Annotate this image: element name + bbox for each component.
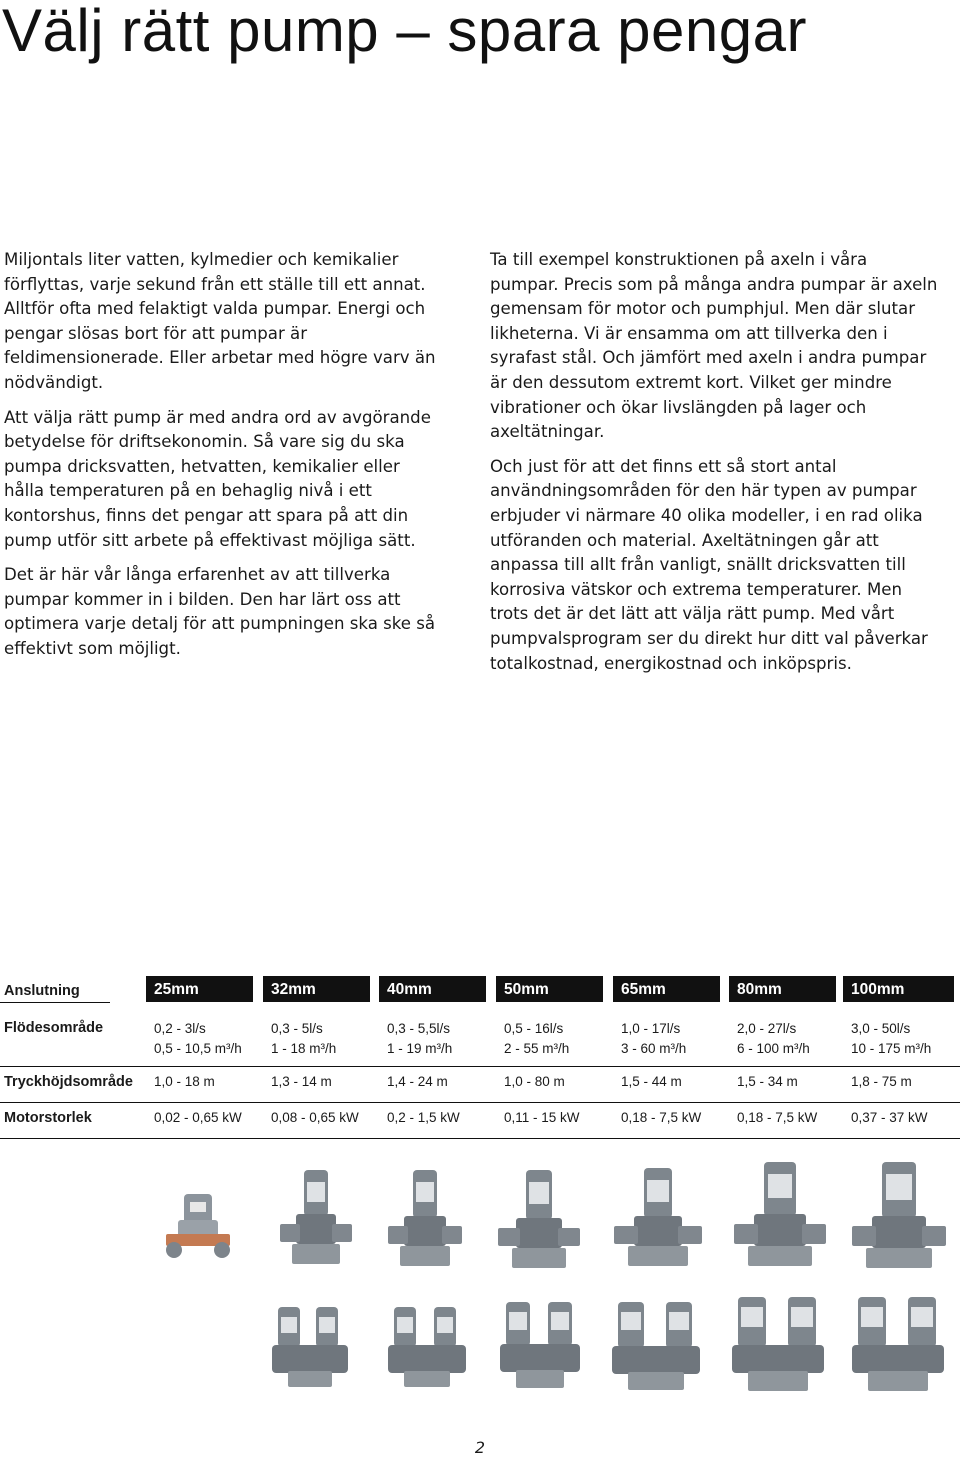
table-row-flow (0, 1016, 960, 1064)
size-header-80: 80mm (729, 976, 836, 1002)
pump-image (848, 1160, 950, 1274)
flow-m3h-value: 10 - 175 m³/h (851, 1041, 932, 1056)
size-header-50: 50mm (496, 976, 603, 1002)
head-cell: 1,0 - 80 m (504, 1074, 565, 1089)
head-cell: 1,5 - 44 m (621, 1074, 682, 1089)
pump-image (160, 1190, 236, 1268)
size-header-40: 40mm (379, 976, 486, 1002)
row-divider (0, 1066, 960, 1067)
flow-m3h-value: 2 - 55 m³/h (504, 1041, 570, 1056)
row-label-head: Tryckhöjdsområde (4, 1074, 133, 1090)
flow-ls-value: 3,0 - 50l/s (851, 1021, 911, 1036)
row-label-motor: Motorstorlek (4, 1110, 92, 1126)
head-cell: 1,8 - 75 m (851, 1074, 912, 1089)
flow-ls-value: 0,2 - 3l/s (154, 1021, 206, 1036)
flow-m3h-value: 1 - 19 m³/h (387, 1041, 453, 1056)
flow-ls-value: 0,5 - 16l/s (504, 1021, 564, 1036)
flow-cell (154, 1019, 242, 1059)
size-header-32: 32mm (263, 976, 370, 1002)
size-header-100: 100mm (843, 976, 954, 1002)
page-number: 2 (474, 1438, 486, 1457)
motor-cell: 0,11 - 15 kW (504, 1110, 580, 1125)
flow-m3h-value: 0,5 - 10,5 m³/h (154, 1041, 242, 1056)
flow-cell (851, 1019, 931, 1059)
flow-ls-value: 0,3 - 5l/s (271, 1021, 323, 1036)
row-label-connection: Anslutning (4, 983, 80, 999)
head-cell: 1,5 - 34 m (737, 1074, 798, 1089)
flow-cell (621, 1019, 686, 1059)
twin-pump-image (606, 1300, 706, 1394)
motor-cell: 0,18 - 7,5 kW (737, 1110, 818, 1125)
flow-m3h-value: 3 - 60 m³/h (621, 1041, 687, 1056)
twin-pump-image (266, 1305, 354, 1391)
pump-image (382, 1168, 468, 1272)
twin-pump-image (726, 1295, 830, 1395)
motor-cell: 0,37 - 37 kW (851, 1110, 928, 1125)
table-row-head (0, 1072, 960, 1100)
flow-ls-value: 1,0 - 17l/s (621, 1021, 681, 1036)
flow-cell (271, 1019, 336, 1059)
paragraph: Att välja rätt pump är med andra ord av avgörande betydelse för driftsekonomin. Så vare sig du ska pumpa dricksvatten, hetvatten, kemikalier eller hålla temperaturen på en behaglig nivå i ett kontorshus, finns det pengar att spara på att din pump utför sitt arbete på effektivast möjliga sätt. (4, 407, 431, 550)
paragraph: Ta till exempel konstruktionen på axeln i våra pumpar. Precis som på många andra pumpar är axeln gemensam för motor och pumphjul. Men där slutar likheterna. Vi är ensamma om att tillverka den i syrafast stål. Och jämfört med axeln i andra pumpar är den dessutom extremt kort. Vilket ger mindre vibrationer och ökar livslängden på lager och axeltätningar. (490, 250, 938, 442)
paragraph: Miljontals liter vatten, kylmedier och kemikalier förflyttas, varje sekund från ett ställe till ett annat. Alltför ofta med felaktigt valda pumpar. Energi och pengar slösas bort för att pumpar är feldimensionerade. Eller arbetar med högre varv än nödvändigt. (4, 250, 436, 392)
pump-image (274, 1168, 358, 1270)
table-row-connection (0, 976, 960, 1006)
page-title: Välj rätt pump – spara pengar (2, 0, 807, 64)
row-divider (0, 1138, 960, 1139)
flow-ls-value: 0,3 - 5,5l/s (387, 1021, 451, 1036)
head-cell: 1,0 - 18 m (154, 1074, 215, 1089)
head-cell: 1,4 - 24 m (387, 1074, 448, 1089)
pump-image (494, 1168, 584, 1274)
motor-cell: 0,08 - 0,65 kW (271, 1110, 359, 1125)
row-divider (0, 1102, 960, 1103)
flow-m3h-value: 1 - 18 m³/h (271, 1041, 337, 1056)
motor-cell: 0,02 - 0,65 kW (154, 1110, 242, 1125)
motor-cell: 0,2 - 1,5 kW (387, 1110, 460, 1125)
flow-m3h-value: 6 - 100 m³/h (737, 1041, 810, 1056)
flow-cell (737, 1019, 810, 1059)
left-text-column (4, 248, 444, 672)
pump-image (730, 1160, 830, 1272)
table-row-motor (0, 1108, 960, 1136)
size-header-25: 25mm (146, 976, 253, 1002)
right-text-column (490, 248, 940, 686)
flow-ls-value: 2,0 - 27l/s (737, 1021, 797, 1036)
size-header-65: 65mm (613, 976, 720, 1002)
row-label-flow: Flödesområde (4, 1020, 104, 1036)
flow-cell (387, 1019, 452, 1059)
twin-pump-image (846, 1295, 950, 1395)
pump-image (610, 1166, 706, 1272)
paragraph: Det är här vår långa erfarenhet av att tillverka pumpar kommer in i bilden. Den har lärt oss att optimera varje detalj för att pumpningen ska ske så effektivt som möjligt. (4, 565, 436, 658)
paragraph: Och just för att det finns ett så stort antal användningsområden för den här typen av pumpar erbjuder vi närmare 40 olika modeller, i en rad olika utföranden och material. Axeltätningen går att anpassa till allt från vanligt, snällt dricksvatten till korrosiva vätskor och extrema temperaturer. Men trots det är det lätt att välja rätt pump. Med vårt pumpvalsprogram ser du direkt hur ditt val påverkar totalkostnad, energikostnad och inköpspris. (490, 456, 928, 673)
twin-pump-image (382, 1305, 472, 1391)
row-divider (0, 1002, 110, 1003)
head-cell: 1,3 - 14 m (271, 1074, 332, 1089)
motor-cell: 0,18 - 7,5 kW (621, 1110, 702, 1125)
flow-cell (504, 1019, 569, 1059)
twin-pump-image (494, 1300, 586, 1392)
